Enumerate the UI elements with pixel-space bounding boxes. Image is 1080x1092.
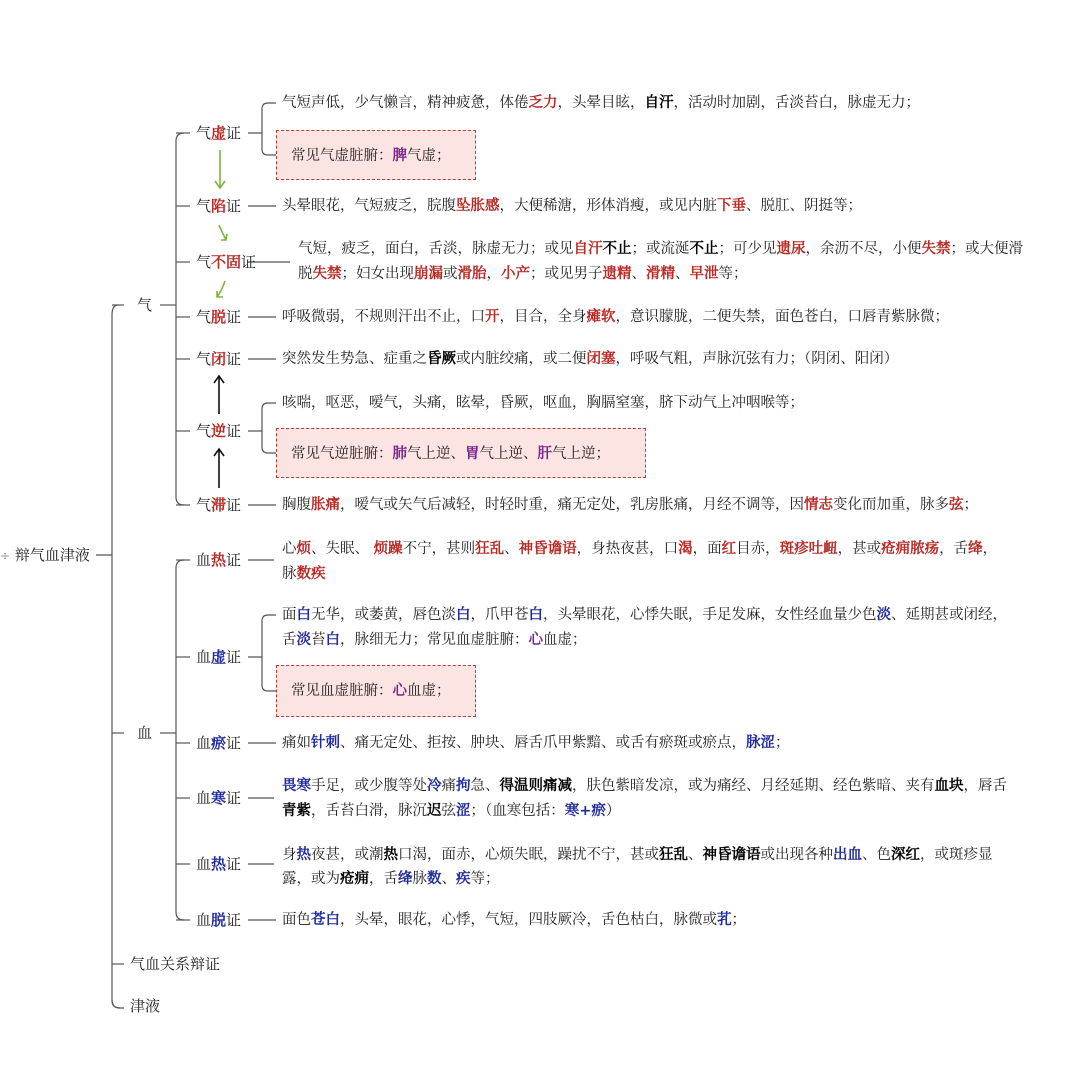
syndrome-name-part: 瘀 [211, 734, 227, 752]
highlight-term: 疮痈 [340, 871, 369, 887]
common-organ-callout [276, 428, 646, 478]
text-run: 脉 [412, 871, 427, 887]
root-node[interactable] [0, 542, 90, 569]
text-run: ，头晕，眼花，心悸，气短，四肢厥冷，舌色枯白，脉微或 [340, 912, 717, 928]
text-run: ； [731, 912, 746, 928]
text-run: 气上逆、 [479, 446, 538, 462]
text-run: ；或见男子 [530, 266, 603, 282]
syndrome-name-part: 证 [226, 496, 242, 514]
syndrome-node-qi-bugu[interactable] [196, 249, 256, 275]
text-run: 夜甚，或潮 [311, 847, 384, 863]
text-run: 、失眠、 [311, 541, 374, 557]
text-run: 弦 [441, 803, 456, 819]
syndrome-name-part: 证 [226, 197, 242, 215]
text-run: 、色 [862, 847, 891, 863]
text-run: 常见血虚脏腑： [291, 683, 393, 699]
syndrome-node-xue-han[interactable] [196, 785, 241, 811]
syndrome-node-qi-xu[interactable] [196, 120, 241, 146]
syndrome-name-part: 血 [196, 648, 212, 666]
text-run: ，甚或 [837, 541, 882, 557]
syndrome-description [282, 602, 1007, 628]
highlight-term: 不止 [602, 241, 632, 257]
highlight-term: 脉涩 [746, 735, 775, 751]
highlight-term: 乏力 [528, 95, 558, 111]
highlight-term: 遗尿 [776, 241, 806, 257]
qi-node[interactable]: 气 [137, 296, 153, 314]
highlight-term: 肝 [537, 446, 552, 462]
highlight-term: 神昏谵语 [702, 847, 761, 863]
syndrome-name-part: 证 [226, 648, 242, 666]
text-run: 无华，或萎黄，唇色淡 [311, 607, 456, 623]
highlight-term: 小产 [501, 266, 530, 282]
text-run: 手足，或少腹等处 [311, 778, 427, 794]
highlight-term: 脾 [392, 148, 407, 164]
highlight-term: 坠胀感 [456, 198, 500, 214]
text-run: 气上逆； [552, 446, 610, 462]
highlight-term: 疮痈脓疡 [881, 541, 940, 557]
syndrome-description [282, 536, 997, 562]
syndrome-name-part: 寒 [211, 789, 227, 807]
highlight-term: 绛 [398, 871, 413, 887]
highlight-term: 得温则痛减 [499, 778, 572, 794]
text-run: 或出现各种 [760, 847, 833, 863]
syndrome-name-part: 虚 [211, 124, 227, 142]
syndrome-name-part: 逆 [211, 422, 227, 440]
highlight-term: 崩漏 [414, 266, 443, 282]
text-run: 舌 [282, 632, 297, 648]
highlight-term: 数疾 [296, 566, 326, 582]
syndrome-name-part: 气 [196, 253, 212, 271]
text-run: 心 [282, 541, 297, 557]
syndrome-description [298, 261, 748, 287]
highlight-term: 滑胎 [457, 266, 487, 282]
highlight-term: 青紫 [282, 803, 311, 819]
syndrome-node-xue-yu[interactable] [196, 730, 241, 756]
text-run: 痛如 [282, 735, 311, 751]
highlight-term: 胀痛 [311, 497, 340, 513]
text-run: ，头晕目眩， [557, 95, 645, 111]
syndrome-description [282, 730, 790, 756]
text-run: ，舌 [369, 871, 398, 887]
text-run: 呼吸微弱，不规则汗出不止，口 [282, 309, 485, 325]
syndrome-name-part: 证 [226, 124, 242, 142]
text-run: ；或大便滑 [950, 241, 1023, 257]
highlight-term: 寒+瘀 [564, 803, 606, 819]
syndrome-name-part: 证 [241, 253, 257, 271]
syndrome-node-xue-xu[interactable] [196, 644, 241, 670]
syndrome-name-part: 证 [226, 911, 242, 929]
highlight-term: 热 [296, 847, 311, 863]
highlight-term: 滑精 [646, 266, 675, 282]
text-run: 、 [688, 847, 703, 863]
text-run: 变化而加重，脉多 [833, 497, 949, 513]
text-run: 目赤， [736, 541, 780, 557]
text-run: ，余沥不尽，小便 [805, 241, 922, 257]
highlight-term: 深红 [891, 847, 920, 863]
syndrome-name-part: 脱 [211, 308, 227, 326]
text-run: ， [486, 266, 501, 282]
highlight-term: 苍白 [311, 912, 340, 928]
highlight-term: 针刺 [311, 735, 340, 751]
syndrome-name-part: 气 [196, 197, 212, 215]
syndrome-name-part: 血 [196, 855, 212, 873]
text-run: 不宁，甚则 [402, 541, 476, 557]
text-run: ，意识朦胧，二便失禁，面色苍白，口唇青紫脉微； [615, 309, 949, 325]
description-connector [248, 615, 276, 691]
text-run: 口渴，面赤，心烦失眠，躁扰不宁，甚或 [398, 847, 659, 863]
text-run: 痛 [441, 778, 456, 794]
highlight-term: 自汗 [573, 241, 603, 257]
text-run: 脱 [298, 266, 313, 282]
highlight-term: 拘 [456, 778, 471, 794]
highlight-term: 遗精 [602, 266, 632, 282]
text-run: ；或流涎 [631, 241, 690, 257]
highlight-term: 胃 [465, 446, 480, 462]
syndrome-node-qi-bi[interactable] [196, 346, 241, 372]
text-run: 等； [470, 871, 500, 887]
highlight-term: 畏寒 [282, 778, 311, 794]
syndrome-node-qi-xian[interactable] [196, 193, 241, 219]
syndrome-name-part: 血 [196, 911, 212, 929]
text-run: ，身热夜甚，口 [576, 541, 679, 557]
text-run: ，面 [692, 541, 722, 557]
syndrome-description [282, 390, 804, 416]
highlight-term: 淡 [296, 632, 311, 648]
syndrome-name-part: 闭 [211, 350, 227, 368]
text-run: 、痛无定处、拒按、肿块、唇舌爪甲紫黯、或舌有瘀斑或瘀点， [340, 735, 746, 751]
text-run: 气上逆、 [407, 446, 465, 462]
text-run: ，嗳气或矢气后减轻，时轻时重，痛无定处，乳房胀痛，月经不调等，因 [340, 497, 804, 513]
syndrome-name-part: 气 [196, 124, 212, 142]
highlight-term: 烦 [296, 541, 311, 557]
syndrome-node-xue-re2[interactable] [196, 851, 241, 877]
highlight-term: 芤 [717, 912, 732, 928]
text-run: ） [605, 803, 621, 819]
highlight-term: 数 [427, 871, 442, 887]
description-connector [248, 103, 276, 155]
highlight-term: 心 [528, 632, 543, 648]
highlight-term: 失禁 [921, 241, 951, 257]
text-run: ；可少见 [718, 241, 777, 257]
syndrome-name-part: 血 [196, 734, 212, 752]
text-run: ，大便稀溏，形体消瘦，或见内脏 [499, 198, 717, 214]
syndrome-node-qi-tuo[interactable] [196, 304, 241, 330]
text-run: ；妇女出现 [341, 266, 414, 282]
syndrome-name-part: 气 [196, 496, 212, 514]
text-run: ，肤色紫暗发凉，或为痛经、月经延期、经色紫暗、夹有 [572, 778, 935, 794]
text-run: 头晕眼花，气短疲乏，脘腹 [282, 198, 456, 214]
jinye-node[interactable]: 津液 [130, 997, 161, 1015]
highlight-term: 早泄 [689, 266, 719, 282]
common-organ-callout [276, 130, 476, 180]
syndrome-name-part: 陷 [211, 197, 227, 215]
syndrome-name-part: 证 [226, 734, 242, 752]
syndrome-node-xue-re1[interactable] [196, 547, 241, 573]
syndrome-description [298, 236, 1023, 262]
text-run: 身 [282, 847, 297, 863]
text-run: 、 [504, 541, 519, 557]
highlight-term: 闭塞 [586, 351, 616, 367]
root-branch [112, 1000, 124, 1008]
highlight-term: 疾 [456, 871, 471, 887]
highlight-term: 狂乱 [475, 541, 505, 557]
syndrome-name-part: 虚 [211, 648, 227, 666]
text-run: 或 [443, 266, 458, 282]
syndrome-description [282, 773, 1007, 799]
text-run: ，呼吸气粗，声脉沉弦有力；（阴闭、阳闭） [615, 351, 899, 367]
xue-node[interactable]: 血 [137, 724, 153, 742]
syndrome-description [282, 907, 746, 933]
syndrome-name-part: 不固 [211, 253, 242, 271]
highlight-term: 冷 [427, 778, 442, 794]
text-run: 面色 [282, 912, 311, 928]
highlight-term: 烦躁 [373, 541, 403, 557]
root-bracket [96, 305, 120, 1008]
highlight-term: 斑疹吐衄 [779, 541, 838, 557]
highlight-term: 红 [721, 541, 737, 557]
highlight-term: 白 [456, 607, 471, 623]
common-organ-callout [276, 665, 476, 717]
highlight-term: 白 [528, 607, 543, 623]
highlight-term: 下垂 [717, 198, 746, 214]
syndrome-name-part: 证 [226, 855, 242, 873]
syndrome-name-part: 证 [226, 350, 242, 368]
root-label: 辩气血津液 [14, 546, 90, 564]
syndrome-name-part: 气 [196, 422, 212, 440]
text-run: ，爪甲苍 [470, 607, 529, 623]
highlight-term: 渴 [678, 541, 693, 557]
text-run: 常见气逆脏腑： [291, 446, 393, 462]
highlight-term: 热 [383, 847, 398, 863]
text-run: 、脱肛、阴挺等； [746, 198, 862, 214]
syndrome-name-part: 气 [196, 308, 212, 326]
highlight-term: 白 [296, 607, 311, 623]
highlight-term: 涩 [456, 803, 471, 819]
highlight-term: 不止 [689, 241, 719, 257]
syndrome-name-part: 血 [196, 551, 212, 569]
text-run: 常见气虚脏腑： [291, 148, 393, 164]
text-run: ，活动时加剧，舌淡苔白，脉虚无力； [673, 95, 920, 111]
syndrome-node-qi-ni[interactable] [196, 418, 241, 444]
syndrome-name-part: 血 [196, 789, 212, 807]
text-run: 血虚； [407, 683, 451, 699]
highlight-term: 白 [325, 632, 340, 648]
text-run: 或内脏绞痛，或二便 [456, 351, 587, 367]
highlight-term: 情志 [804, 497, 833, 513]
highlight-term: 弦 [949, 497, 964, 513]
syndrome-description [282, 627, 587, 653]
highlight-term: 昏厥 [427, 351, 456, 367]
syndrome-description [282, 798, 620, 824]
text-run: ，舌 [939, 541, 969, 557]
text-run: ，脉细无力；常见血虚脏腑： [340, 632, 529, 648]
text-run: 气虚； [407, 148, 451, 164]
highlight-term: 开 [485, 309, 500, 325]
qixue-relation-node[interactable]: 气血关系辩证 [130, 955, 221, 973]
text-run: 、延期甚或闭经， [891, 607, 1007, 623]
syndrome-description [282, 346, 898, 372]
highlight-term: 绛 [968, 541, 983, 557]
highlight-term: 肺 [392, 446, 407, 462]
text-run: 胸腹 [282, 497, 311, 513]
progression-arrow-green [217, 281, 225, 297]
text-run: 气短声低，少气懒言，精神疲惫，体倦 [282, 95, 529, 111]
text-run: ， [982, 541, 998, 557]
text-run: ，或斑疹显 [920, 847, 993, 863]
text-run: ； [775, 735, 790, 751]
highlight-term: 瘫软 [586, 309, 616, 325]
qi-bracket [176, 133, 184, 505]
highlight-term: 出血 [833, 847, 862, 863]
text-run: ； [963, 497, 978, 513]
text-run: 突然发生势急、症重之 [282, 351, 427, 367]
syndrome-name-part: 气 [196, 350, 212, 368]
highlight-term: 迟 [427, 803, 442, 819]
text-run: 、 [441, 871, 456, 887]
syndrome-name-part: 证 [226, 551, 242, 569]
text-run: 等； [718, 266, 748, 282]
text-run: 、 [631, 266, 646, 282]
expand-icon[interactable]: ÷ [0, 549, 11, 563]
text-run: 急、 [470, 778, 500, 794]
text-run: ，目合，全身 [499, 309, 587, 325]
syndrome-description [282, 304, 949, 330]
text-run: 面 [282, 607, 297, 623]
syndrome-node-qi-zhi[interactable] [196, 492, 241, 518]
syndrome-name-part: 滞 [211, 496, 227, 514]
highlight-term: 淡 [876, 607, 891, 623]
progression-arrow-green [219, 225, 227, 240]
highlight-term: 神昏谵语 [518, 541, 577, 557]
syndrome-description [282, 842, 993, 868]
xue-bracket [176, 560, 184, 920]
highlight-term: 自汗 [644, 95, 674, 111]
text-run: ；（血寒包括： [470, 803, 565, 819]
syndrome-description [282, 866, 500, 892]
syndrome-description [282, 193, 862, 219]
text-run: ，舌苔白滑，脉沉 [311, 803, 427, 819]
syndrome-description [282, 90, 920, 116]
text-run: 咳喘，呕恶，嗳气，头痛，眩晕，昏厥，呕血，胸膈窒塞，脐下动气上冲咽喉等； [282, 395, 804, 411]
syndrome-name-part: 热 [211, 551, 227, 569]
text-run: 血虚； [543, 632, 587, 648]
text-run: 、 [675, 266, 690, 282]
syndrome-name-part: 证 [226, 789, 242, 807]
text-run: 气短，疲乏，面白，舌淡，脉虚无力；或见 [298, 241, 574, 257]
syndrome-name-part: 证 [226, 422, 242, 440]
text-run: ，头晕眼花，心悸失眠，手足发麻，女性经血量少色 [543, 607, 877, 623]
syndrome-description [282, 561, 326, 587]
description-connector [248, 403, 276, 453]
text-run: ，唇舌 [963, 778, 1007, 794]
highlight-term: 狂乱 [659, 847, 688, 863]
syndrome-name-part: 证 [226, 308, 242, 326]
syndrome-name-part: 脱 [211, 911, 227, 929]
syndrome-name-part: 热 [211, 855, 227, 873]
highlight-term: 血块 [934, 778, 964, 794]
highlight-term: 心 [392, 683, 407, 699]
text-run: 苔 [311, 632, 326, 648]
highlight-term: 失禁 [312, 266, 342, 282]
text-run: 脉 [282, 566, 297, 582]
syndrome-description [282, 492, 978, 518]
text-run: 露，或为 [282, 871, 340, 887]
syndrome-node-xue-tuo[interactable] [196, 907, 241, 933]
